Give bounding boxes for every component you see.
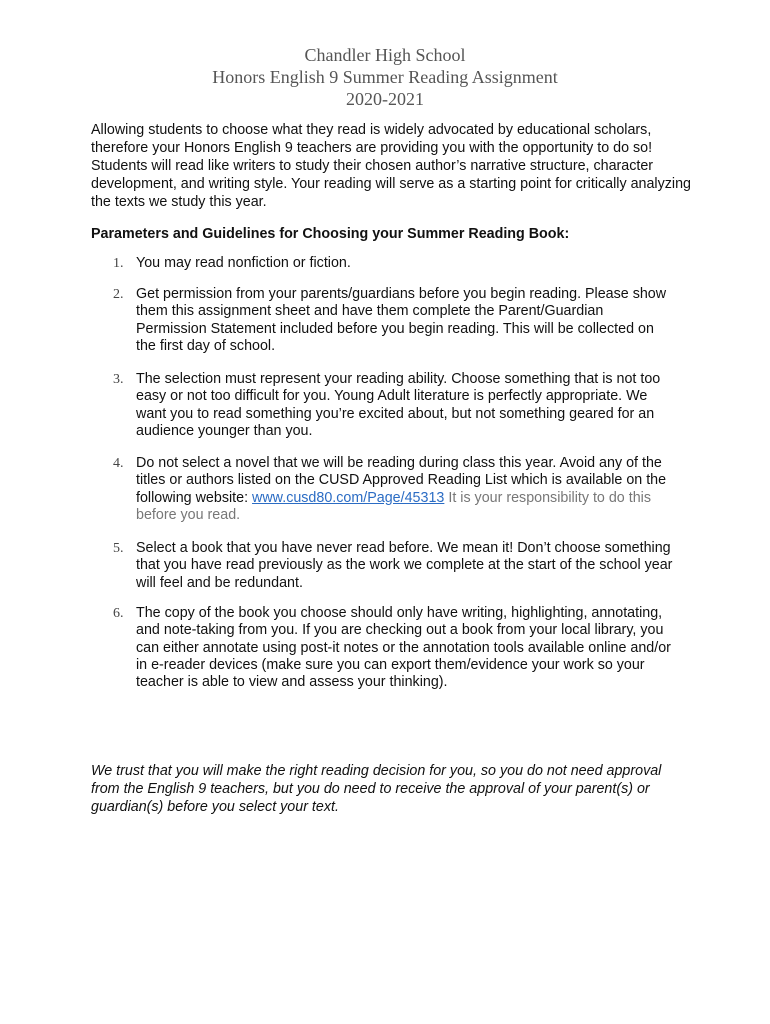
list-item-number: 5. (113, 541, 124, 556)
list-item-text: You may read nonfiction or fiction. (136, 255, 351, 271)
list-item-text: The selection must represent your reading ability. Choose something that is not too easy or not too difficult for you. Young Adult literature is perfectly appropriate. We want you to read something you’re excited about, but not something geared for an audience younger than you. (136, 371, 661, 439)
school-name: Chandler High School (304, 45, 466, 65)
intro-paragraph: Allowing students to choose what they read is widely advocated by educational scholars, therefore your Honors English 9 teachers are providing you with the opportunity to do so! Students will read like writers to study their chosen author’s narrative structure, character development, and writing style. Your reading will serve as a starting point for critically analyzing the texts we study this year. (91, 122, 691, 210)
list-item-text-container (136, 455, 676, 524)
list-item-number: 4. (113, 456, 124, 471)
list-item-number: 6. (113, 606, 124, 621)
school-year: 2020-2021 (346, 89, 424, 109)
list-item-note: It is your responsibility to do this before you read. (136, 489, 651, 523)
document-header (0, 44, 770, 110)
list-item-text: Do not select a novel that we will be reading during class this year. Avoid any of the titles or authors listed on the CUSD Approved Reading List which is available on the following website: (136, 455, 667, 506)
list-item-text: Get permission from your parents/guardians before you begin reading. Please show them this assignment sheet and have them complete the Parent/Guardian Permission Statement included before you begin reading. This will be collected on the first day of school. (136, 286, 667, 354)
closing-statement: We trust that you will make the right reading decision for you, so you do not need approval from the English 9 teachers, but you do need to receive the approval of your parent(s) or guardian(s) before you select your text. (91, 763, 662, 815)
list-item-text: The copy of the book you choose should only have writing, highlighting, annotating, and note-taking from you. If you are checking out a book from your local library, you can either annotate using post-it notes or the annotation tools available online and/or in e-reader devices (make sure you can export them/evidence your work so your teacher is able to view and assess your thinking). (136, 605, 671, 691)
list-item-number: 2. (113, 287, 124, 302)
assignment-title: Honors English 9 Summer Reading Assignment (212, 67, 558, 87)
cusd-reading-list-link[interactable]: www.cusd80.com/Page/45313 (252, 489, 445, 506)
list-item-number: 1. (113, 256, 124, 271)
list-item-number: 3. (113, 372, 124, 387)
list-item-text: Select a book that you have never read before. We mean it! Don’t choose something that you have read previously as the work we complete at the start of the school year will feel and be redundant. (136, 540, 673, 591)
section-heading: Parameters and Guidelines for Choosing your Summer Reading Book: (91, 226, 570, 242)
